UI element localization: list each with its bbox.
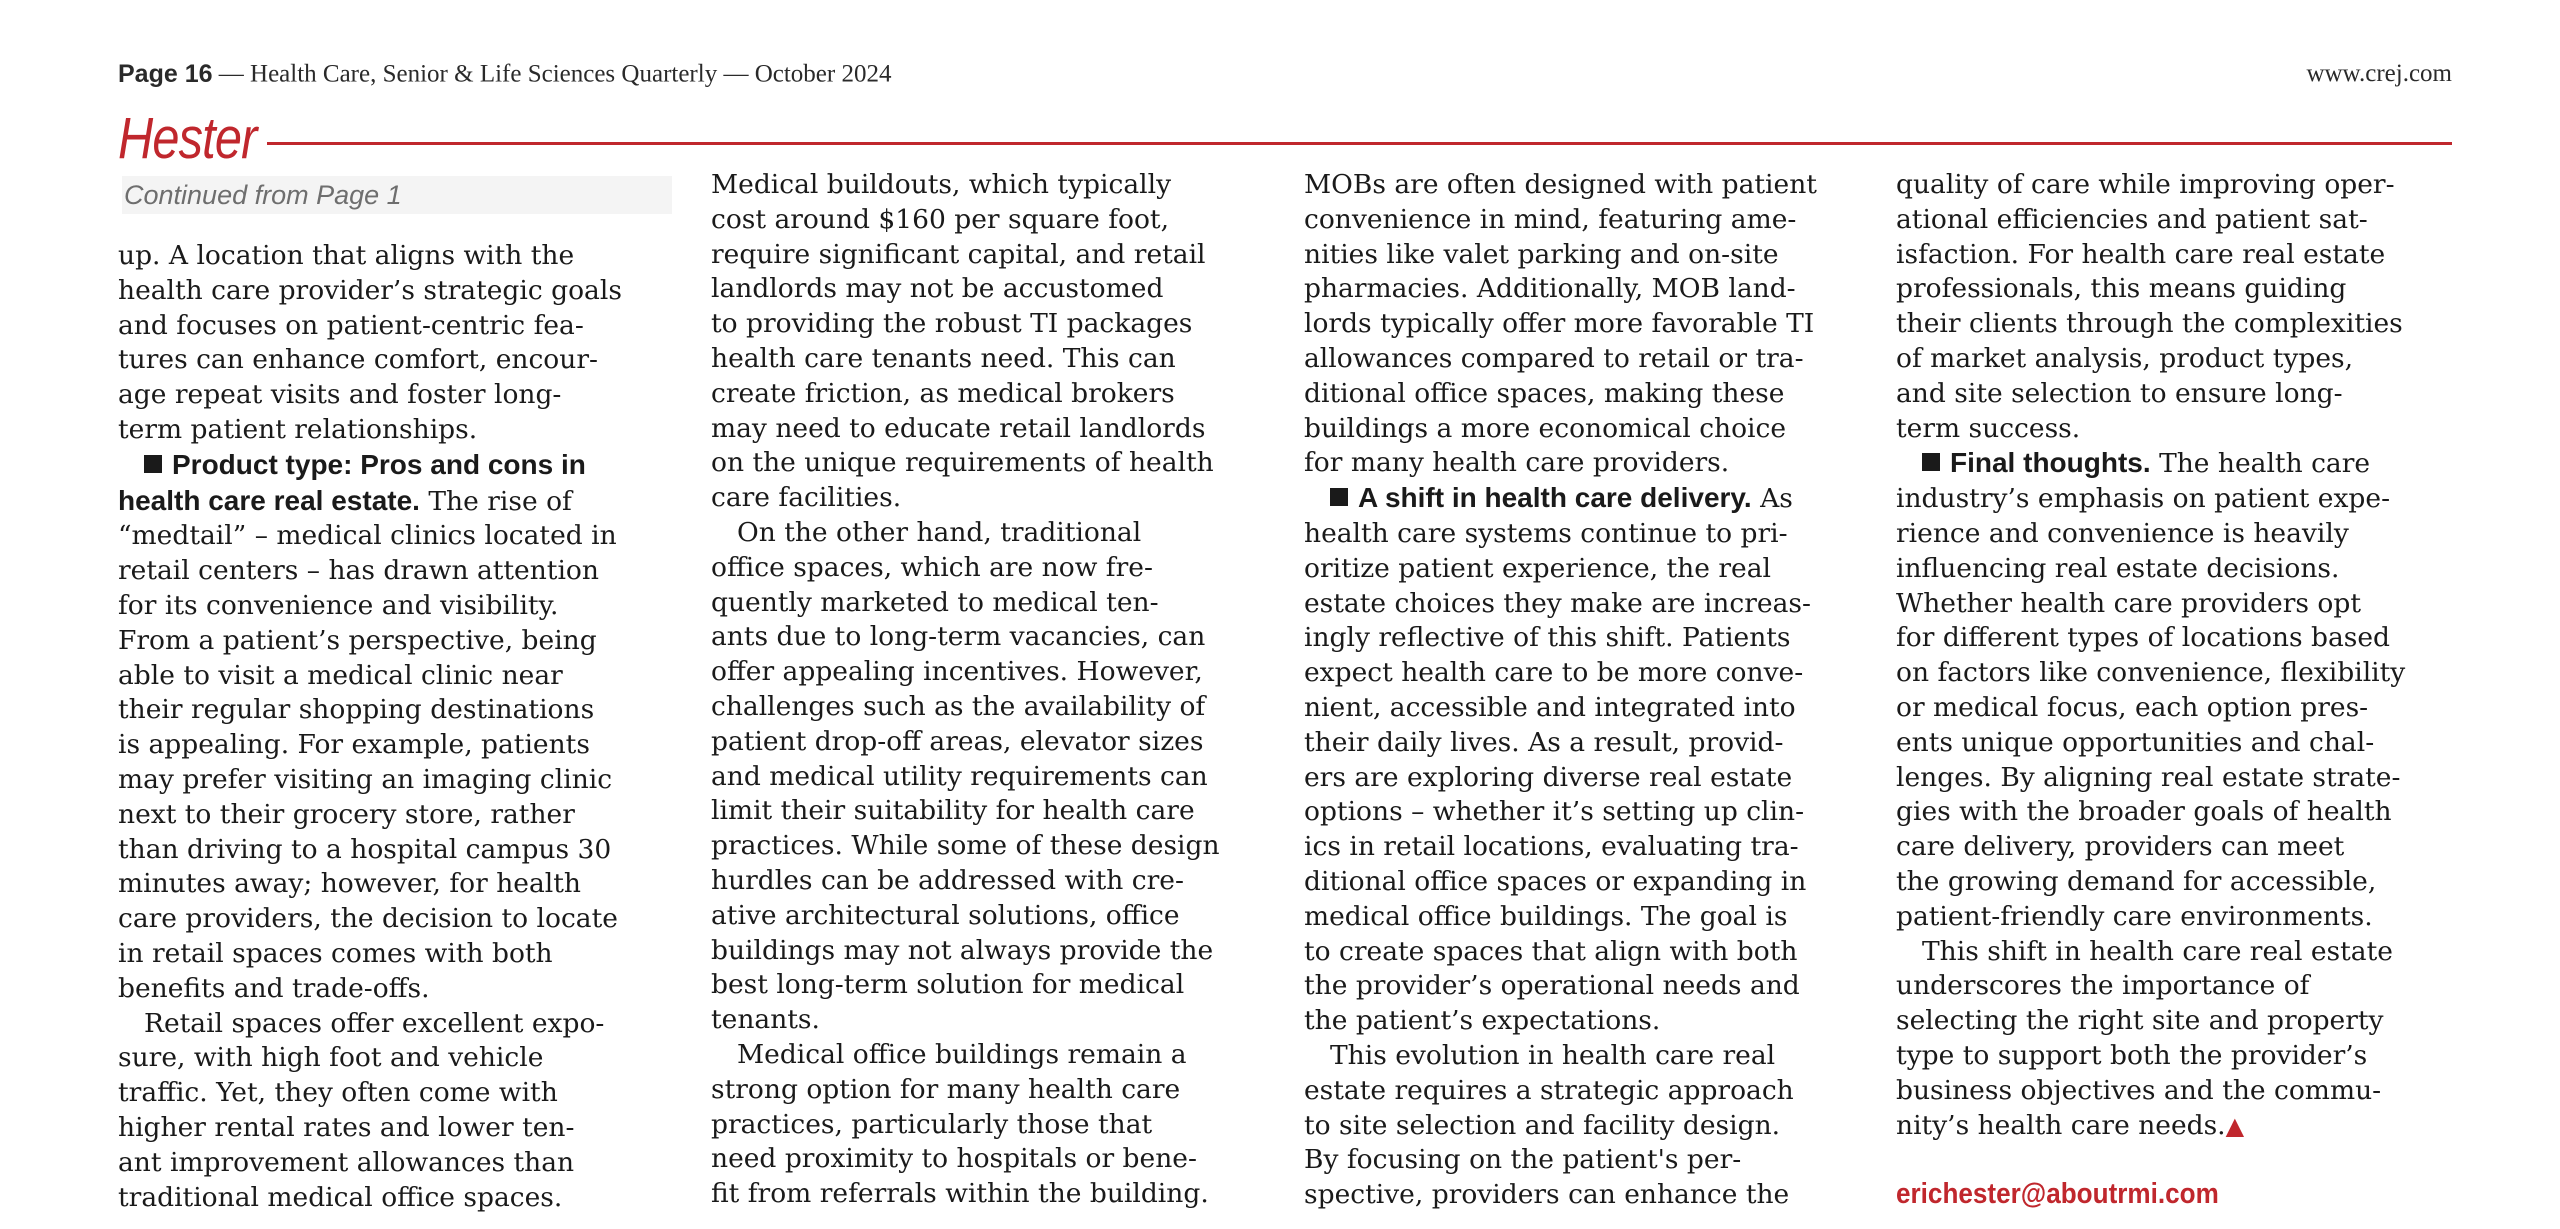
- text-line: [118, 448, 670, 484]
- text-line: ants due to long-term vacancies, can: [711, 621, 1206, 653]
- section-square-icon: [1330, 488, 1348, 506]
- heading-rule: [267, 142, 2452, 145]
- text-line: for its convenience and visibility.: [118, 589, 559, 621]
- text-line: tures can enhance comfort, encour-: [118, 344, 598, 376]
- text-line: benefits and trade-offs.: [118, 972, 430, 1004]
- text-line: From a patient’s perspective, being: [118, 624, 597, 656]
- page-number: Page 16: [118, 59, 213, 88]
- paragraph: [711, 516, 1263, 1038]
- text-line: ditional office spaces, making these: [1304, 377, 1785, 409]
- text-line: their clients through the complexities: [1896, 308, 2403, 340]
- article-column-4: [1896, 168, 2448, 1143]
- text-line: ative architectural solutions, office: [711, 899, 1180, 931]
- text-line: next to their grocery store, rather: [118, 798, 575, 830]
- article-column-1: [118, 239, 670, 1215]
- article-column-2: [711, 168, 1263, 1212]
- text-line: hurdles can be addressed with cre-: [711, 864, 1184, 896]
- text-line: MOBs are often designed with patient: [1304, 169, 1817, 200]
- header-left: [118, 59, 891, 89]
- paragraph: [1304, 1039, 1856, 1213]
- section-heading: health care real estate.: [118, 484, 420, 516]
- text-line: of market analysis, product types,: [1896, 342, 2354, 374]
- text-line: type to support both the provider’s: [1896, 1039, 2368, 1071]
- text-line: their daily lives. As a result, provid-: [1304, 726, 1784, 758]
- text-line: health care tenants need. This can: [711, 342, 1176, 374]
- text-line: spective, providers can enhance the: [1304, 1179, 1790, 1211]
- text-line: patient-friendly care environments.: [1896, 900, 2373, 932]
- text-line: is appealing. For example, patients: [118, 729, 590, 761]
- text-line: estate requires a strategic approach: [1304, 1074, 1794, 1106]
- text-line: in retail spaces comes with both: [118, 937, 553, 969]
- text-line: practices, particularly those that: [711, 1108, 1153, 1140]
- section-square-icon: [144, 455, 162, 473]
- text-line: tenants.: [711, 1004, 820, 1036]
- website-link[interactable]: www.crej.com: [2306, 60, 2452, 87]
- paragraph: [1896, 446, 2448, 934]
- text-line: rience and convenience is heavily: [1896, 517, 2349, 549]
- text-line: create friction, as medical brokers: [711, 377, 1175, 409]
- text-line: to providing the robust TI packages: [711, 308, 1193, 340]
- text-line: industry’s emphasis on patient expe-: [1896, 483, 2391, 515]
- text-line: for many health care providers.: [1304, 447, 1730, 479]
- text-line: By focusing on the patient's per-: [1304, 1144, 1742, 1176]
- text-line: buildings a more economical choice: [1304, 412, 1787, 444]
- paragraph: [118, 448, 670, 1007]
- text-line: Retail spaces offer excellent expo-: [144, 1007, 605, 1039]
- paragraph: [1304, 481, 1856, 1039]
- paragraph: [1896, 935, 2448, 1144]
- paragraph: [711, 168, 1263, 516]
- text-line: underscores the importance of: [1896, 970, 2310, 1002]
- text-line: ents unique opportunities and chal-: [1896, 726, 2375, 758]
- text-line: practices. While some of these design: [711, 830, 1220, 862]
- text-line: challenges such as the availability of: [711, 690, 1206, 722]
- text-line: term patient relationships.: [118, 413, 478, 445]
- text-line: Medical buildouts, which typically: [711, 169, 1172, 200]
- page-header: [118, 54, 2452, 94]
- text-line: convenience in mind, featuring ame-: [1304, 203, 1797, 235]
- paragraph: [118, 239, 670, 448]
- text-line: On the other hand, traditional: [737, 516, 1142, 548]
- paragraph: [118, 1007, 670, 1216]
- end-triangle-icon: ▲: [2225, 1111, 2245, 1140]
- author-email-link[interactable]: erichester@aboutrmi.com: [1896, 1178, 2219, 1210]
- text-run: The health care: [2150, 448, 2371, 480]
- text-line: sure, with high foot and vehicle: [118, 1042, 544, 1074]
- text-line: on the unique requirements of health: [711, 447, 1214, 479]
- text-line: selecting the right site and property: [1896, 1005, 2384, 1037]
- text-line: care delivery, providers can meet: [1896, 831, 2345, 863]
- text-line: and medical utility requirements can: [711, 760, 1208, 792]
- text-line: ers are exploring diverse real estate: [1304, 761, 1793, 793]
- text-line: quality of care while improving oper-: [1896, 169, 2395, 200]
- text-line: expect health care to be more conve-: [1304, 657, 1804, 689]
- text-line: minutes away; however, for health: [118, 868, 581, 900]
- text-line: professionals, this means guiding: [1896, 273, 2347, 305]
- text-line: This shift in health care real estate: [1922, 935, 2393, 967]
- text-line: buildings may not always provide the: [711, 934, 1214, 966]
- text-line: on factors like convenience, flexibility: [1896, 657, 2406, 689]
- text-line: isfaction. For health care real estate: [1896, 238, 2386, 270]
- text-line: traditional medical office spaces.: [118, 1181, 563, 1213]
- text-run: The rise of: [419, 485, 572, 517]
- text-line: retail centers – has drawn attention: [118, 555, 599, 587]
- text-line: best long-term solution for medical: [711, 969, 1185, 1001]
- text-line: “medtail” – medical clinics located in: [118, 520, 617, 552]
- text-line: Whether health care providers opt: [1896, 587, 2361, 619]
- text-line: the patient’s expectations.: [1304, 1005, 1661, 1037]
- text-line: lenges. By aligning real estate strate-: [1896, 761, 2401, 793]
- text-line: pharmacies. Additionally, MOB land-: [1304, 273, 1796, 305]
- text-line: age repeat visits and foster long-: [118, 379, 562, 411]
- text-line: traffic. Yet, they often come with: [118, 1077, 558, 1109]
- text-line: ingly reflective of this shift. Patients: [1304, 622, 1791, 654]
- article-column-3: [1304, 168, 1856, 1213]
- text-line: nity’s health care needs.▲: [1896, 1109, 2245, 1141]
- text-line: This evolution in health care real: [1330, 1039, 1776, 1071]
- paragraph: [711, 1038, 1263, 1212]
- section-heading: A shift in health care delivery.: [1358, 482, 1752, 514]
- text-line: health care provider’s strategic goals: [118, 274, 622, 306]
- text-line: or medical focus, each option pres-: [1896, 691, 2369, 723]
- text-line: the growing demand for accessible,: [1896, 865, 2377, 897]
- text-line: cost around $160 per square foot,: [711, 203, 1170, 235]
- text-line: oritize patient experience, the real: [1304, 552, 1771, 584]
- section-heading: Product type: Pros and cons in: [172, 448, 586, 480]
- text-line: limit their suitability for health care: [711, 795, 1195, 827]
- text-line: office spaces, which are now fre-: [711, 551, 1153, 583]
- text-line: may prefer visiting an imaging clinic: [118, 763, 613, 795]
- text-line: patient drop-off areas, elevator sizes: [711, 725, 1204, 757]
- text-line: to site selection and facility design.: [1304, 1109, 1781, 1141]
- text-line: ditional office spaces or expanding in: [1304, 865, 1807, 897]
- text-line: influencing real estate decisions.: [1896, 552, 2340, 584]
- text-line: health care systems continue to pri-: [1304, 517, 1788, 549]
- text-line: require significant capital, and retail: [711, 238, 1206, 270]
- text-line: quently marketed to medical ten-: [711, 586, 1159, 618]
- publication-title: — Health Care, Senior & Life Sciences Quarterly — October 2024: [218, 60, 892, 88]
- text-line: care facilities.: [711, 482, 902, 514]
- section-heading: Final thoughts.: [1950, 447, 2151, 479]
- text-line: up. A location that aligns with the: [118, 240, 575, 271]
- text-line: ational efficiencies and patient sat-: [1896, 203, 2368, 235]
- text-line: nities like valet parking and on-site: [1304, 238, 1779, 270]
- paragraph: [1896, 168, 2448, 446]
- text-line: and site selection to ensure long-: [1896, 377, 2343, 409]
- text-line: medical office buildings. The goal is: [1304, 900, 1788, 932]
- text-line: Medical office buildings remain a: [737, 1038, 1187, 1070]
- text-line: lords typically offer more favorable TI: [1304, 308, 1815, 340]
- text-line: for different types of locations based: [1896, 622, 2391, 654]
- text-line: ics in retail locations, evaluating tra-: [1304, 831, 1799, 863]
- text-line: business objectives and the commu-: [1896, 1074, 2382, 1106]
- text-line: fit from referrals within the building.: [711, 1178, 1209, 1210]
- text-line: nient, accessible and integrated into: [1304, 691, 1796, 723]
- text-line: [1304, 481, 1856, 517]
- text-line: their regular shopping destinations: [118, 694, 595, 726]
- text-line: than driving to a hospital campus 30: [118, 833, 612, 865]
- text-line: higher rental rates and lower ten-: [118, 1111, 575, 1143]
- article-heading-row: [118, 100, 2452, 178]
- text-line: the provider’s operational needs and: [1304, 970, 1800, 1002]
- text-line: and focuses on patient-centric fea-: [118, 309, 584, 341]
- text-line: gies with the broader goals of health: [1896, 796, 2392, 828]
- text-line: offer appealing incentives. However,: [711, 656, 1203, 688]
- author-heading: Hester: [118, 106, 257, 171]
- text-line: able to visit a medical clinic near: [118, 659, 563, 691]
- section-square-icon: [1922, 453, 1940, 471]
- text-line: care providers, the decision to locate: [118, 903, 618, 935]
- text-line: term success.: [1896, 412, 2081, 444]
- continued-from-label: Continued from Page 1: [122, 176, 672, 214]
- text-line: may need to educate retail landlords: [711, 412, 1206, 444]
- text-line: to create spaces that align with both: [1304, 935, 1798, 967]
- text-line: [118, 484, 670, 520]
- text-line: estate choices they make are increas-: [1304, 587, 1811, 619]
- text-run: As: [1751, 483, 1793, 515]
- text-line: ant improvement allowances than: [118, 1146, 575, 1178]
- text-line: need proximity to hospitals or bene-: [711, 1143, 1197, 1175]
- text-line: [1896, 446, 2448, 482]
- text-line: landlords may not be accustomed: [711, 273, 1164, 305]
- text-line: strong option for many health care: [711, 1073, 1181, 1105]
- paragraph: [1304, 168, 1856, 481]
- text-line: options – whether it’s setting up clin-: [1304, 796, 1805, 828]
- text-line: allowances compared to retail or tra-: [1304, 342, 1804, 374]
